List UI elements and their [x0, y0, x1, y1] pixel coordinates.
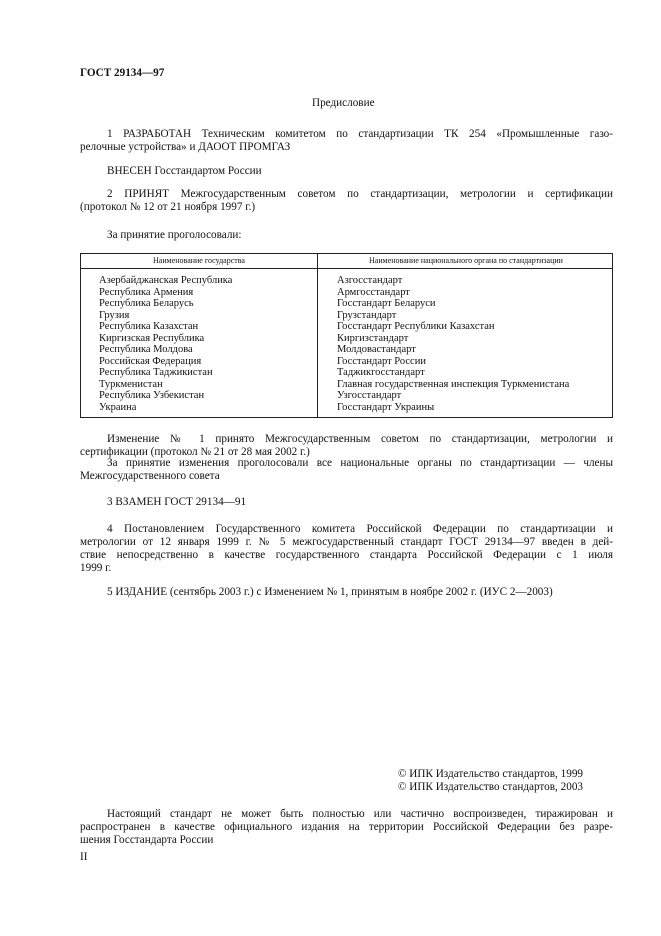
- item-2-line-1: 2 ПРИНЯТ Межгосударственным советом по стандартизации, метрологии и сертификации: [107, 188, 613, 200]
- item-3-replaces: 3 ВЗАМЕН ГОСТ 29134—91: [107, 496, 247, 508]
- table-header-divider: [81, 268, 612, 269]
- table-cell-state: Украина: [99, 401, 137, 413]
- table-cell-state: Республика Армения: [99, 286, 194, 298]
- item-4-line-2: метрологии от 12 января 1999 г. № 5 межгосударственный стандарт ГОСТ 29134—97 введен в дей-: [80, 536, 613, 548]
- table-column-divider: [317, 254, 318, 417]
- introduced-by: ВНЕСЕН Госстандартом России: [107, 165, 262, 177]
- copyright-1999: © ИПК Издательство стандартов, 1999: [398, 768, 584, 780]
- table-cell-body: Молдовастандарт: [337, 344, 416, 355]
- amendment-voting: [80, 457, 613, 483]
- table-cell-body: Таджикгосстандарт: [337, 367, 425, 378]
- item-2-adopted: [80, 188, 613, 214]
- voted-label: За принятие проголосовали:: [107, 229, 242, 241]
- notice-line-1: Настоящий стандарт не может быть полностью или частично воспроизведен, тиражирован и: [107, 808, 613, 820]
- notice-line-3: шения Госстандарта России: [80, 834, 214, 846]
- table-header-body: Наименование национального органа по стандартизации: [369, 256, 563, 265]
- item-1-developed: [80, 128, 613, 154]
- table-cell-body: Азгосстандарт: [337, 275, 403, 286]
- table-cell-body: Грузстандарт: [337, 309, 397, 321]
- table-cell-state: Республика Беларусь: [99, 298, 194, 309]
- document-code: ГОСТ 29134—97: [80, 67, 165, 79]
- item-1-line-1: 1 РАЗРАБОТАН Техническим комитетом по стандартизации ТК 254 «Промышленные газо-: [107, 128, 613, 140]
- notice-line-2: распространен в качестве официального издания на территории Российской Федерации без разре-: [80, 821, 613, 833]
- item-4-line-1: 4 Постановлением Государственного комитета Российской Федерации по стандартизации и: [107, 523, 613, 535]
- table-cell-state: Туркменистан: [99, 378, 163, 390]
- table-cell-body: Госстандарт Республики Казахстан: [337, 321, 495, 332]
- states-column: [99, 275, 232, 413]
- table-cell-body: Главная государственная инспекция Туркменистана: [337, 378, 570, 390]
- table-cell-body: Госстандарт Беларуси: [337, 298, 436, 309]
- bodies-column: [337, 275, 569, 413]
- voting-table: [80, 253, 613, 418]
- table-cell-body: Госстандарт Украины: [337, 401, 435, 413]
- preface-title: Предисловие: [312, 97, 375, 109]
- table-header-state: Наименование государства: [153, 256, 245, 265]
- amendment-adopted: [80, 433, 613, 459]
- table-cell-body: Госстандарт России: [337, 355, 426, 367]
- table-cell-body: Армгосстандарт: [337, 286, 410, 298]
- amendment-voting-line-2: Межгосударственного совета: [80, 470, 220, 482]
- table-cell-body: Узгосстандарт: [337, 390, 402, 401]
- table-cell-state: Грузия: [99, 309, 130, 321]
- reproduction-notice: [80, 808, 613, 847]
- item-4-resolution: [80, 523, 613, 575]
- table-cell-state: Республика Таджикистан: [99, 367, 213, 378]
- amendment-voting-line-1: За принятие изменения проголосовали все национальные органы по стандартизации — члены: [107, 457, 613, 469]
- table-cell-state: Республика Молдова: [99, 344, 193, 355]
- table-cell-state: Киргизская Республика: [99, 332, 205, 344]
- item-1-line-2: релочные устройства» и ДАООТ ПРОМГАЗ: [80, 141, 291, 153]
- item-4-line-4: 1999 г.: [80, 562, 112, 574]
- item-5-edition: 5 ИЗДАНИЕ (сентябрь 2003 г.) с Изменением № 1, принятым в ноябре 2002 г. (ИУС 2—2003): [107, 586, 553, 598]
- amendment-line-1: Изменение № 1 принято Межгосударственным советом по стандартизации, метрологии и: [107, 433, 613, 445]
- table-cell-state: Российская Федерация: [99, 355, 202, 367]
- table-cell-state: Республика Казахстан: [99, 321, 199, 332]
- table-cell-body: Киргизстандарт: [337, 332, 409, 344]
- table-cell-state: Республика Узбекистан: [99, 390, 205, 401]
- amendment-line-2: сертификации (протокол № 21 от 28 мая 2002 г.): [80, 446, 310, 458]
- table-cell-state: Азербайджанская Республика: [99, 275, 233, 286]
- item-2-line-2: (протокол № 12 от 21 ноября 1997 г.): [80, 201, 256, 213]
- page-number: II: [80, 851, 88, 863]
- copyright-2003: © ИПК Издательство стандартов, 2003: [398, 781, 584, 793]
- item-4-line-3: ствие непосредственно в качестве государственного стандарта Российской Федерации с 1 июля: [80, 549, 613, 561]
